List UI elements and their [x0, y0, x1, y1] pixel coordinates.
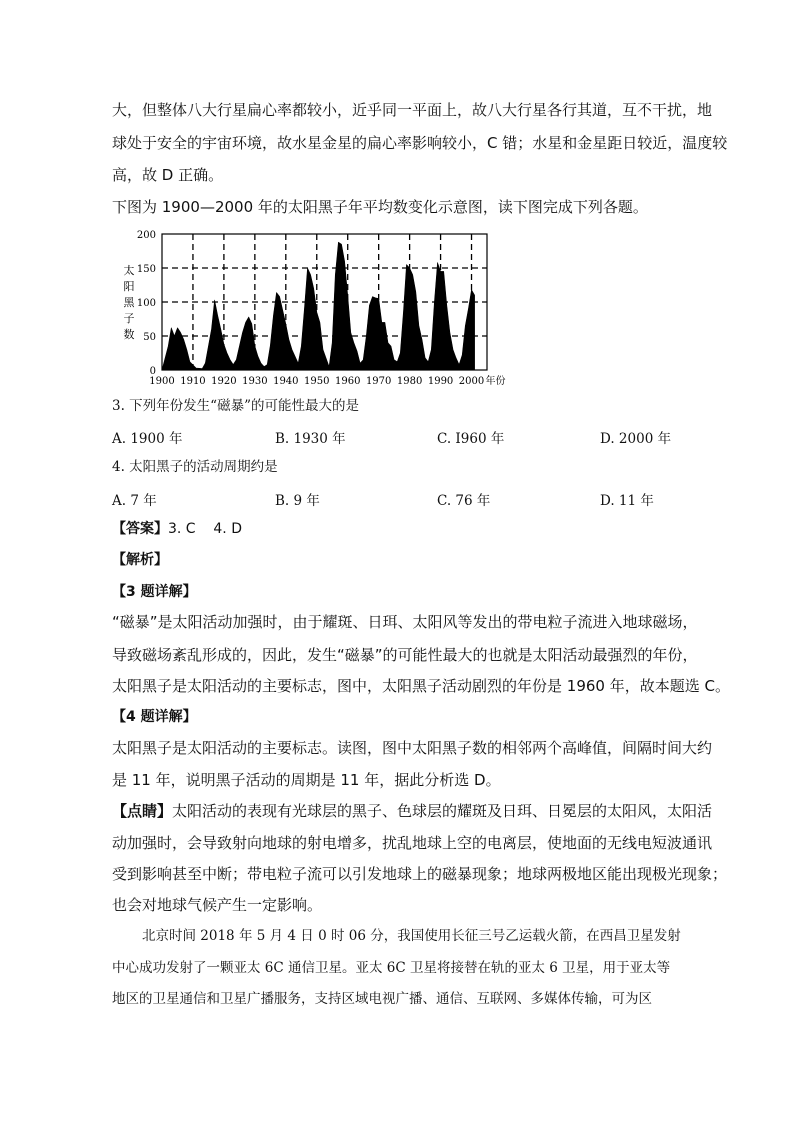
y-tick-label: 100: [136, 298, 156, 309]
detail4-line-2: 是 11 年，说明黑子活动的周期是 11 年，据此分析选 D。: [112, 771, 501, 789]
sunspot-chart: [112, 224, 532, 386]
detail3-line-1: “磁暴”是太阳活动加强时，由于耀斑、日珥、太阳风等发出的带电粒子流进入地球磁场，: [112, 613, 698, 631]
note-line-3: 受到影响甚至中断；带电粒子流可以引发地球上的磁暴现象；地球两极地区能出现极光现象；: [112, 865, 728, 883]
x-tick-label: 1940: [273, 376, 299, 386]
detail3-line-3: 太阳黑子是太阳活动的主要标志，图中，太阳黑子活动剧烈的年份是 1960 年，故本题选 C。: [112, 677, 730, 695]
detail4-line-1: 太阳黑子是太阳活动的主要标志。读图，图中太阳黑子数的相邻两个高峰值，间隔时间大约: [112, 739, 713, 757]
q3-stem: 3. 下列年份发生“磁暴”的可能性最大的是: [112, 398, 359, 414]
q4-option-c: C. 76 年: [437, 493, 491, 509]
q3-option-c: C. I960 年: [437, 431, 505, 447]
answer-label: 【答案】: [112, 521, 168, 537]
note-first-text: 太阳活动的表现有光球层的黑子、色球层的耀斑及日珥、日冕层的太阳风，太阳活: [172, 802, 713, 820]
analysis-label: 【解析】: [112, 552, 168, 568]
x-tick-label: 1910: [180, 376, 206, 386]
y-tick-label: 50: [143, 332, 156, 343]
y-axis-label-char: 太: [123, 264, 135, 277]
y-axis-label-char: 阳: [123, 280, 135, 293]
x-tick-label: 1980: [396, 376, 423, 386]
intro-line-2: 球处于安全的宇宙环境，故水星金星的扁心率影响较小，C 错；水星和金星距日较近，温度较: [112, 134, 728, 152]
passage-line-2: 中心成功发射了一颗亚太 6C 通信卫星。亚太 6C 卫星将接替在轨的亚太 6 卫星，用于亚太等: [112, 960, 671, 976]
note-first-line: [112, 801, 712, 821]
y-axis-label-char: 子: [123, 312, 135, 325]
x-tick-label: 1920: [211, 376, 237, 386]
x-tick-label: 1970: [365, 376, 392, 386]
x-tick-label: 1930: [242, 376, 268, 386]
q3-option-d: D. 2000 年: [600, 431, 672, 447]
q4-option-d: D. 11 年: [600, 493, 654, 509]
q3-option-a: A. 1900 年: [112, 431, 183, 447]
note-line-2: 动加强时，会导致射向地球的射电增多，扰乱地球上空的电离层，使地面的无线电短波通讯: [112, 834, 713, 852]
y-tick-label: 150: [136, 264, 156, 275]
x-tick-label: 1950: [304, 376, 330, 386]
x-tick-label: 1960: [334, 376, 361, 386]
sunspot-area: [162, 242, 475, 370]
x-axis-label: 年份: [485, 376, 506, 386]
y-tick-label: 200: [136, 230, 156, 241]
passage-line-1: 北京时间 2018 年 5 月 4 日 0 时 06 分，我国使用长征三号乙运载火箭，在西昌卫星发射: [142, 928, 681, 944]
y-axis-label-char: 黑: [123, 296, 135, 309]
q4-option-b: B. 9 年: [275, 493, 320, 509]
y-tick-label: 0: [149, 366, 156, 377]
answer-line: [112, 519, 242, 539]
q3-option-b: B. 1930 年: [275, 431, 346, 447]
y-axis-label-char: 数: [123, 328, 135, 341]
note-line-4: 也会对地球气候产生一定影响。: [112, 896, 323, 914]
q4-option-a: A. 7 年: [112, 493, 157, 509]
intro-line-3: 高，故 D 正确。: [112, 166, 224, 184]
passage-line-3: 地区的卫星通信和卫星广播服务，支持区域电视广播、通信、互联网、多媒体传输，可为区: [112, 991, 652, 1007]
detail3-label: 【3 题详解】: [112, 584, 197, 600]
intro-line-1: 大，但整体八大行星扁心率都较小，近乎同一平面上，故八大行星各行其道，互不干扰，地: [112, 101, 713, 119]
detail4-label: 【4 题详解】: [112, 709, 197, 725]
q4-stem: 4. 太阳黑子的活动周期约是: [112, 459, 278, 475]
x-tick-label: 2000: [458, 376, 485, 386]
x-tick-label: 1900: [149, 376, 175, 386]
figure-prompt: 下图为 1900—2000 年的太阳黑子年平均数变化示意图，读下图完成下列各题。: [112, 198, 648, 216]
detail3-line-2: 导致磁场紊乱形成的，因此，发生“磁暴”的可能性最大的也就是太阳活动最强烈的年份，: [112, 646, 698, 664]
note-label: 【点睛】: [112, 802, 173, 820]
answer-text: 3. C 4. D: [168, 521, 242, 537]
x-tick-label: 1990: [427, 376, 454, 386]
